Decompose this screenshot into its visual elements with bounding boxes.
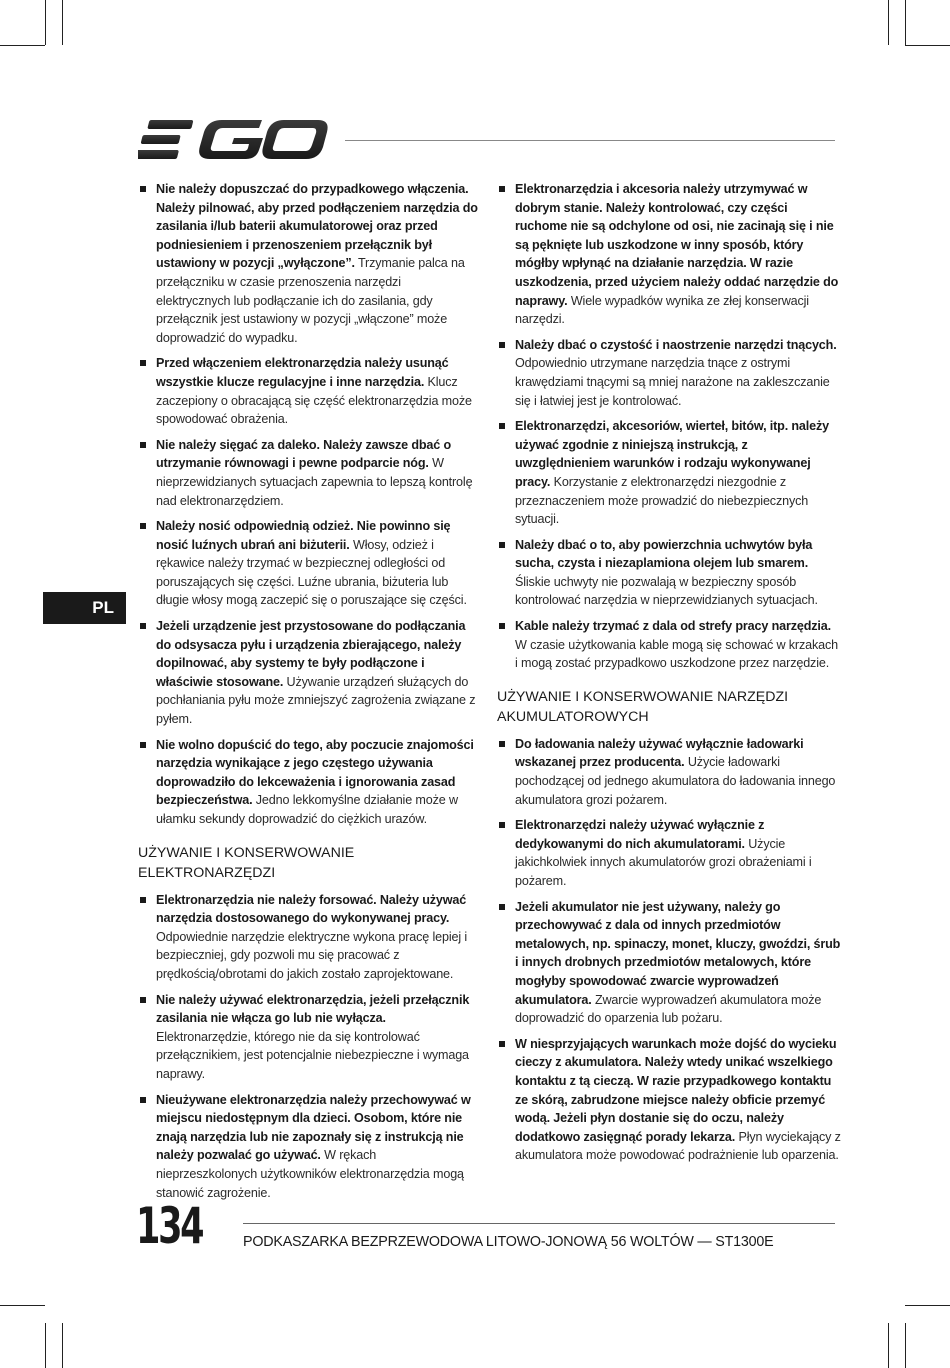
list-item-body: Odpowiednio utrzymane narzędzia tnące z ostrymi krawędziami tnącymi są mniej narażone na zakleszczanie się i łatwiej jest je kontrolować. (515, 356, 830, 408)
square-bullet-icon (140, 360, 146, 366)
list-item (497, 336, 842, 410)
list-item-body: Klucz zaczepiony o obracającą się część elektronarzędzia może spowodować obrażenia. (156, 374, 472, 427)
list-item-lead: Nie należy używać elektronarzędzia, jeżeli przełącznik zasilania nie włącza go lub nie wyłącza. (156, 992, 470, 1026)
list-item-lead: Elektronarzędzi, akcesoriów, wierteł, bitów, itp. należy używać zgodnie z niniejszą instrukcją, z uwzględnieniem warunków i rodzaju wykonywanej pracy. (515, 419, 829, 489)
crop-mark (888, 0, 889, 45)
crop-mark (905, 45, 950, 46)
list-item-lead: Nieużywane elektronarzędzia należy przechowywać w miejscu niedostępnym dla dzieci. Osobom, które nie znają narzędzia lub nie zapoznały się z instrukcją nie należy pozwalać go używać. (156, 1092, 471, 1163)
crop-mark (62, 1323, 63, 1368)
list-item-lead: Należy dbać o to, aby powierzchnia uchwytów była sucha, czysta i niezaplamiona olejem lub smarem. (515, 537, 813, 571)
list-item-body: Włosy, odzież i rękawice należy trzymać w bezpiecznej odległości od poruszających się części. Luźne ubrania, biżuteria lub długie włosy mogą zaczepić się o poruszające się części. (156, 537, 467, 608)
crop-mark (0, 1305, 45, 1306)
list-item-lead: Przed włączeniem elektronarzędzia należy usunąć wszystkie klucze regulacyjne i inne narzędzia. (156, 356, 449, 389)
list-item (138, 517, 478, 610)
ego-logo (138, 118, 328, 162)
square-bullet-icon (140, 1097, 146, 1103)
list-item-body: Wiele wypadków wynika ze złej konserwacji narzędzi. (515, 293, 809, 327)
list-item-body: Jedno lekkomyślne działanie może w ułamku sekundy doprowadzić do ciężkich urazów. (156, 793, 458, 826)
list-item (138, 891, 478, 984)
list-item-body: Elektronarzędzie, którego nie da się kontrolować przełącznikiem, jest potencjalnie niebezpieczne i wymaga naprawy. (156, 1029, 469, 1081)
list-item (138, 736, 478, 829)
crop-mark (45, 1323, 46, 1368)
square-bullet-icon (140, 997, 146, 1003)
square-bullet-icon (499, 1041, 505, 1047)
square-bullet-icon (499, 423, 505, 429)
language-tab-label: PL (92, 598, 114, 617)
crop-mark (0, 45, 45, 46)
footer-rule (243, 1223, 835, 1224)
header-rule (345, 140, 835, 141)
crop-mark (888, 1323, 889, 1368)
square-bullet-icon (499, 623, 505, 629)
list-item (497, 898, 842, 1028)
list-item-lead: Jeżeli urządzenie jest przystosowane do podłączania do odsysacza pyłu i urządzenia zbierającego, należy dopilnować, aby systemy te były podłączone i właściwie stosowane. (156, 619, 466, 689)
list-item-body: Śliskie uchwyty nie pozwalają w bezpieczny sposób kontrolować narzędzia w nieprzewidzianych sytuacjach. (515, 574, 818, 608)
list-item-lead: Nie należy dopuszczać do przypadkowego włączenia. Należy pilnować, aby przed podłączeniem narzędzia do zasilania i/lub baterii akumulatorowej oraz przed podniesieniem i przenoszeniem przełącznik był ustawiony w pozycji „wyłączone”. (156, 182, 478, 271)
list-item-body: W rękach nieprzeszkolonych użytkowników elektronarzędzia mogą stanowić zagrożenie. (156, 1148, 464, 1200)
safety-list-left-top (138, 180, 478, 829)
safety-list-right-bottom (497, 735, 842, 1165)
list-item-lead: Należy nosić odpowiednią odzież. Nie powinno się nosić luźnych ubrań ani biżuterii. (156, 519, 451, 552)
list-item (497, 180, 842, 329)
list-item-body: Użycie ładowarki pochodzącej od jednego akumulatora do ładowania innego akumulatora grozi pożarem. (515, 755, 836, 807)
safety-list-left-bottom (138, 891, 478, 1203)
list-item-lead: Elektronarzędzia i akcesoria należy utrzymywać w dobrym stanie. Należy kontrolować, czy części ruchome nie są odchylone od osi, nie zacinają się i nie są pęknięte lub uszkodzone w inny sposób, który mógłby wpłynąć na działanie narzędzia. W razie uszkodzenia, przed użyciem należy oddać narzędzie do naprawy. (515, 182, 839, 308)
page-number: 134 (136, 1197, 203, 1255)
square-bullet-icon (499, 741, 505, 747)
list-item (138, 1091, 478, 1203)
square-bullet-icon (140, 742, 146, 748)
square-bullet-icon (499, 542, 505, 548)
square-bullet-icon (140, 442, 146, 448)
square-bullet-icon (140, 523, 146, 529)
square-bullet-icon (140, 623, 146, 629)
list-item-lead: Nie należy sięgać za daleko. Należy zawsze dbać o utrzymanie równowagi i pewne podparcie nóg. (156, 437, 452, 471)
list-item-lead: Elektronarzędzia nie należy forsować. Należy używać narzędzia dostosowanego do wykonywanej pracy. (156, 892, 467, 926)
square-bullet-icon (499, 342, 505, 348)
list-item (138, 436, 478, 510)
crop-mark (45, 0, 46, 45)
square-bullet-icon (499, 186, 505, 192)
list-item (138, 991, 478, 1084)
list-item (138, 354, 478, 428)
list-item (497, 536, 842, 610)
list-item-body: W czasie użytkowania kable mogą się schować w krzakach i mogą zostać przypadkowo uszkodzone przez narzędzie. (515, 637, 838, 671)
list-item (138, 180, 478, 347)
crop-mark (905, 1323, 906, 1368)
square-bullet-icon (499, 904, 505, 910)
footer-product-title: PODKASZARKA BEZPRZEWODOWA LITOWO-JONOWĄ 56 WOLTÓW — ST1300E (243, 1234, 774, 1250)
section-heading-power-tool-use: UŻYWANIE I KONSERWOWANIE ELEKTRONARZĘDZI (138, 844, 355, 881)
square-bullet-icon (140, 186, 146, 192)
list-item (497, 1035, 842, 1165)
list-item-lead: Elektronarzędzi należy używać wyłącznie z dedykowanymi do nich akumulatorami. (515, 818, 765, 851)
list-item-lead: Należy dbać o czystość i naostrzenie narzędzi tnących. (515, 337, 837, 352)
crop-mark (62, 0, 63, 45)
list-item-body: Użycie jakichkolwiek innych akumulatorów grozi obrażeniami i pożarem. (515, 836, 812, 888)
list-item-body: Płyn wyciekający z akumulatora może powodować podrażnienie lub oparzenia. (515, 1129, 841, 1163)
list-item-lead: Do ładowania należy używać wyłącznie ładowarki wskazanej przez producenta. (515, 736, 804, 770)
list-item-body: W nieprzewidzianych sytuacjach zapewnia to lepszą kontrolę nad elektronarzędziem. (156, 456, 473, 508)
list-item-lead: Nie wolno dopuścić do tego, aby poczucie znajomości narzędzia wynikające z jego częstego używania doprowadziło do lekceważenia i ignorowania zasad bezpieczeństwa. (156, 737, 474, 808)
list-item (497, 417, 842, 529)
list-item (497, 816, 842, 890)
left-column (138, 180, 478, 1209)
list-item-body: Zwarcie wyprowadzeń akumulatora może doprowadzić do oparzenia lub pożaru. (515, 992, 822, 1026)
crop-mark (905, 1305, 950, 1306)
language-tab (43, 592, 126, 624)
list-item (138, 617, 478, 729)
safety-list-right-top (497, 180, 842, 673)
list-item-lead: Jeżeli akumulator nie jest używany, należy go przechowywać z dala od innych przedmiotów metalowych, np. spinaczy, monet, kluczy, gwoździ, śrub i innych drobnych przedmiotów metalowych, które mogłyby spowodować zwarcie wyprowadzeń akumulatora. (515, 899, 841, 1007)
right-column (497, 180, 842, 1172)
list-item-lead: Kable należy trzymać z dala od strefy pracy narzędzia. (515, 619, 831, 634)
list-item-body: Korzystanie z elektronarzędzi niezgodnie z przeznaczeniem może prowadzić do niebezpiecznych sytuacji. (515, 474, 809, 527)
list-item (497, 735, 842, 809)
list-item-body: Trzymanie palca na przełączniku w czasie przenoszenia narzędzi elektrycznych lub podłączanie ich do zasilania, gdy przełącznik jest ustawiony w pozycji „włączone” może doprowadzić do wypadku. (156, 256, 465, 345)
crop-mark (905, 0, 906, 45)
square-bullet-icon (499, 822, 505, 828)
section-heading-battery-tool-use: UŻYWANIE I KONSERWOWANIE NARZĘDZI AKUMULATOROWYCH (497, 688, 789, 725)
list-item-body: Używanie urządzeń służących do pochłaniania pyłu może zmniejszyć zagrożenia związane z pyłem. (156, 674, 476, 727)
list-item-lead: W niesprzyjających warunkach może dojść do wycieku cieczy z akumulatora. Należy wtedy unikać wszelkiego kontaktu z tą cieczą. W razie przypadkowego kontaktu ze skórą, zabrudzone miejsce należy obficie przemyć wodą. Jeżeli płyn dostanie się do oczu, należy dodatkowo zasięgnąć porady lekarza. (515, 1036, 837, 1144)
list-item (497, 617, 842, 673)
list-item-body: Odpowiednie narzędzie elektryczne wykona pracę lepiej i bezpieczniej, gdy pozwoli mu się pracować z prędkością/obrotami do jakich zostało zaprojektowane. (156, 929, 467, 981)
square-bullet-icon (140, 897, 146, 903)
